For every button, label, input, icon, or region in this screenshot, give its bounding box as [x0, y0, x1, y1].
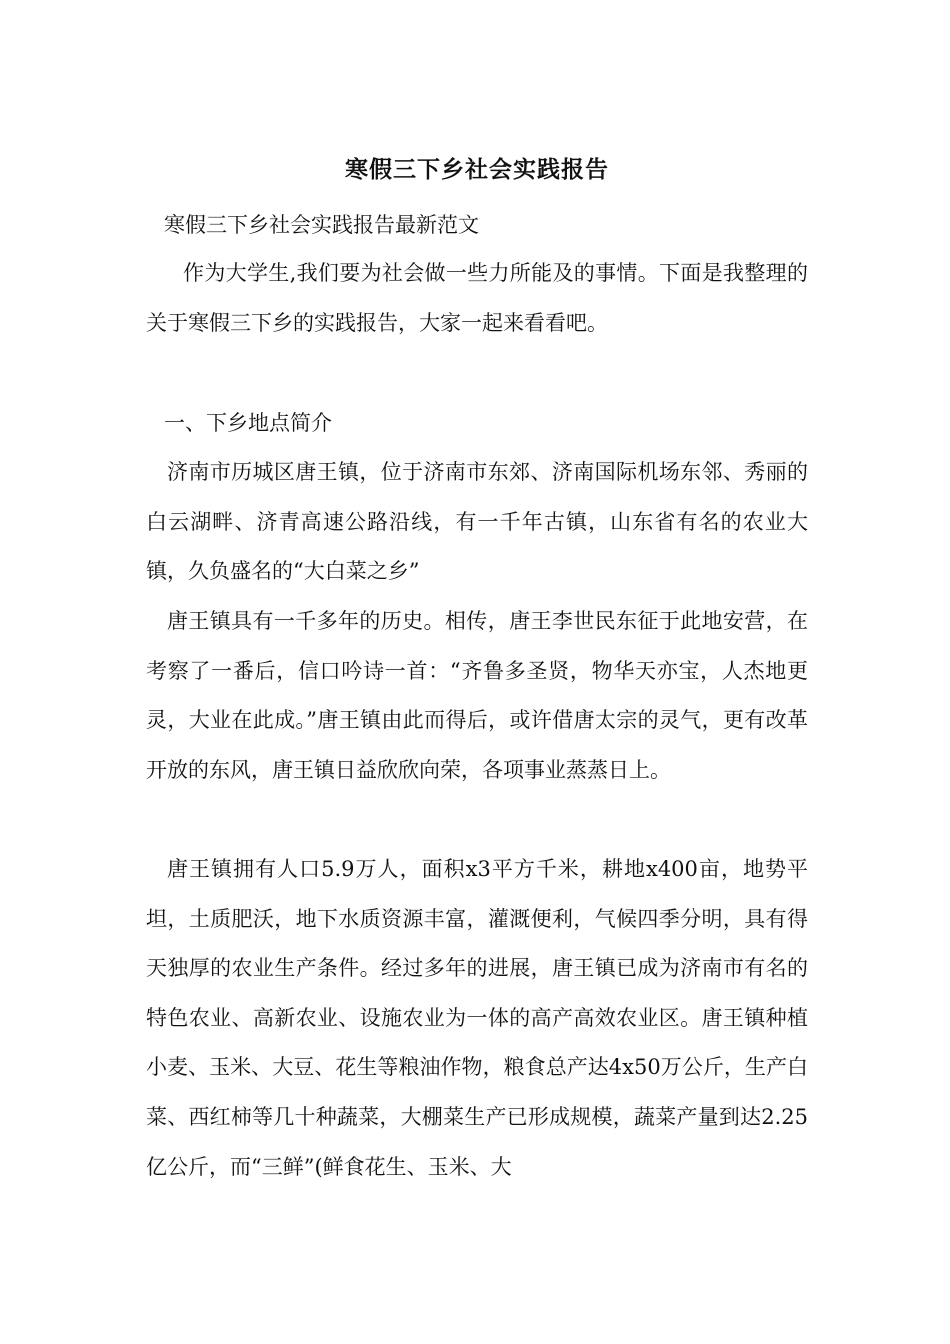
- document-title: 寒假三下乡社会实践报告: [345, 156, 609, 183]
- paragraph-location: 济南市历城区唐王镇，位于济南市东郊、济南国际机场东邻、秀丽的白云湖畔、济青高速公路沿线，有一千年古镇，山东省有名的农业大镇，久负盛名的“大白菜之乡”: [146, 460, 808, 584]
- document-subtitle: 寒假三下乡社会实践报告最新范文: [164, 213, 479, 237]
- section-heading: 一、下乡地点简介: [164, 411, 332, 435]
- intro-paragraph: 作为大学生,我们要为社会做一些力所能及的事情。下面是我整理的关于寒假三下乡的实践报告，大家一起来看看吧。: [146, 261, 808, 335]
- paragraph-statistics: 唐王镇拥有人口5.9万人，面积x3平方千米，耕地x400亩，地势平坦，土质肥沃，地下水质资源丰富，灌溉便利，气候四季分明，具有得天独厚的农业生产条件。经过多年的进展，唐王镇已成为济南市有名的特色农业、高新农业、设施农业为一体的高产高效农业区。唐王镇种植小麦、玉米、大豆、花生等粮油作物，粮食总产达4x50万公斤，生产白菜、西红柿等几十种蔬菜，大棚菜生产已形成规模，蔬菜产量到达2.25亿公斤，而“三鲜”(鲜食花生、玉米、大: [146, 857, 808, 1179]
- paragraph-history: 唐王镇具有一千多年的历史。相传，唐王李世民东征于此地安营，在考察了一番后，信口吟诗一首：“齐鲁多圣贤，物华天亦宝，人杰地更灵，大业在此成。”唐王镇由此而得后，或许借唐太宗的灵气，更有改革开放的东风，唐王镇日益欣欣向荣，各项事业蒸蒸日上。: [146, 609, 808, 782]
